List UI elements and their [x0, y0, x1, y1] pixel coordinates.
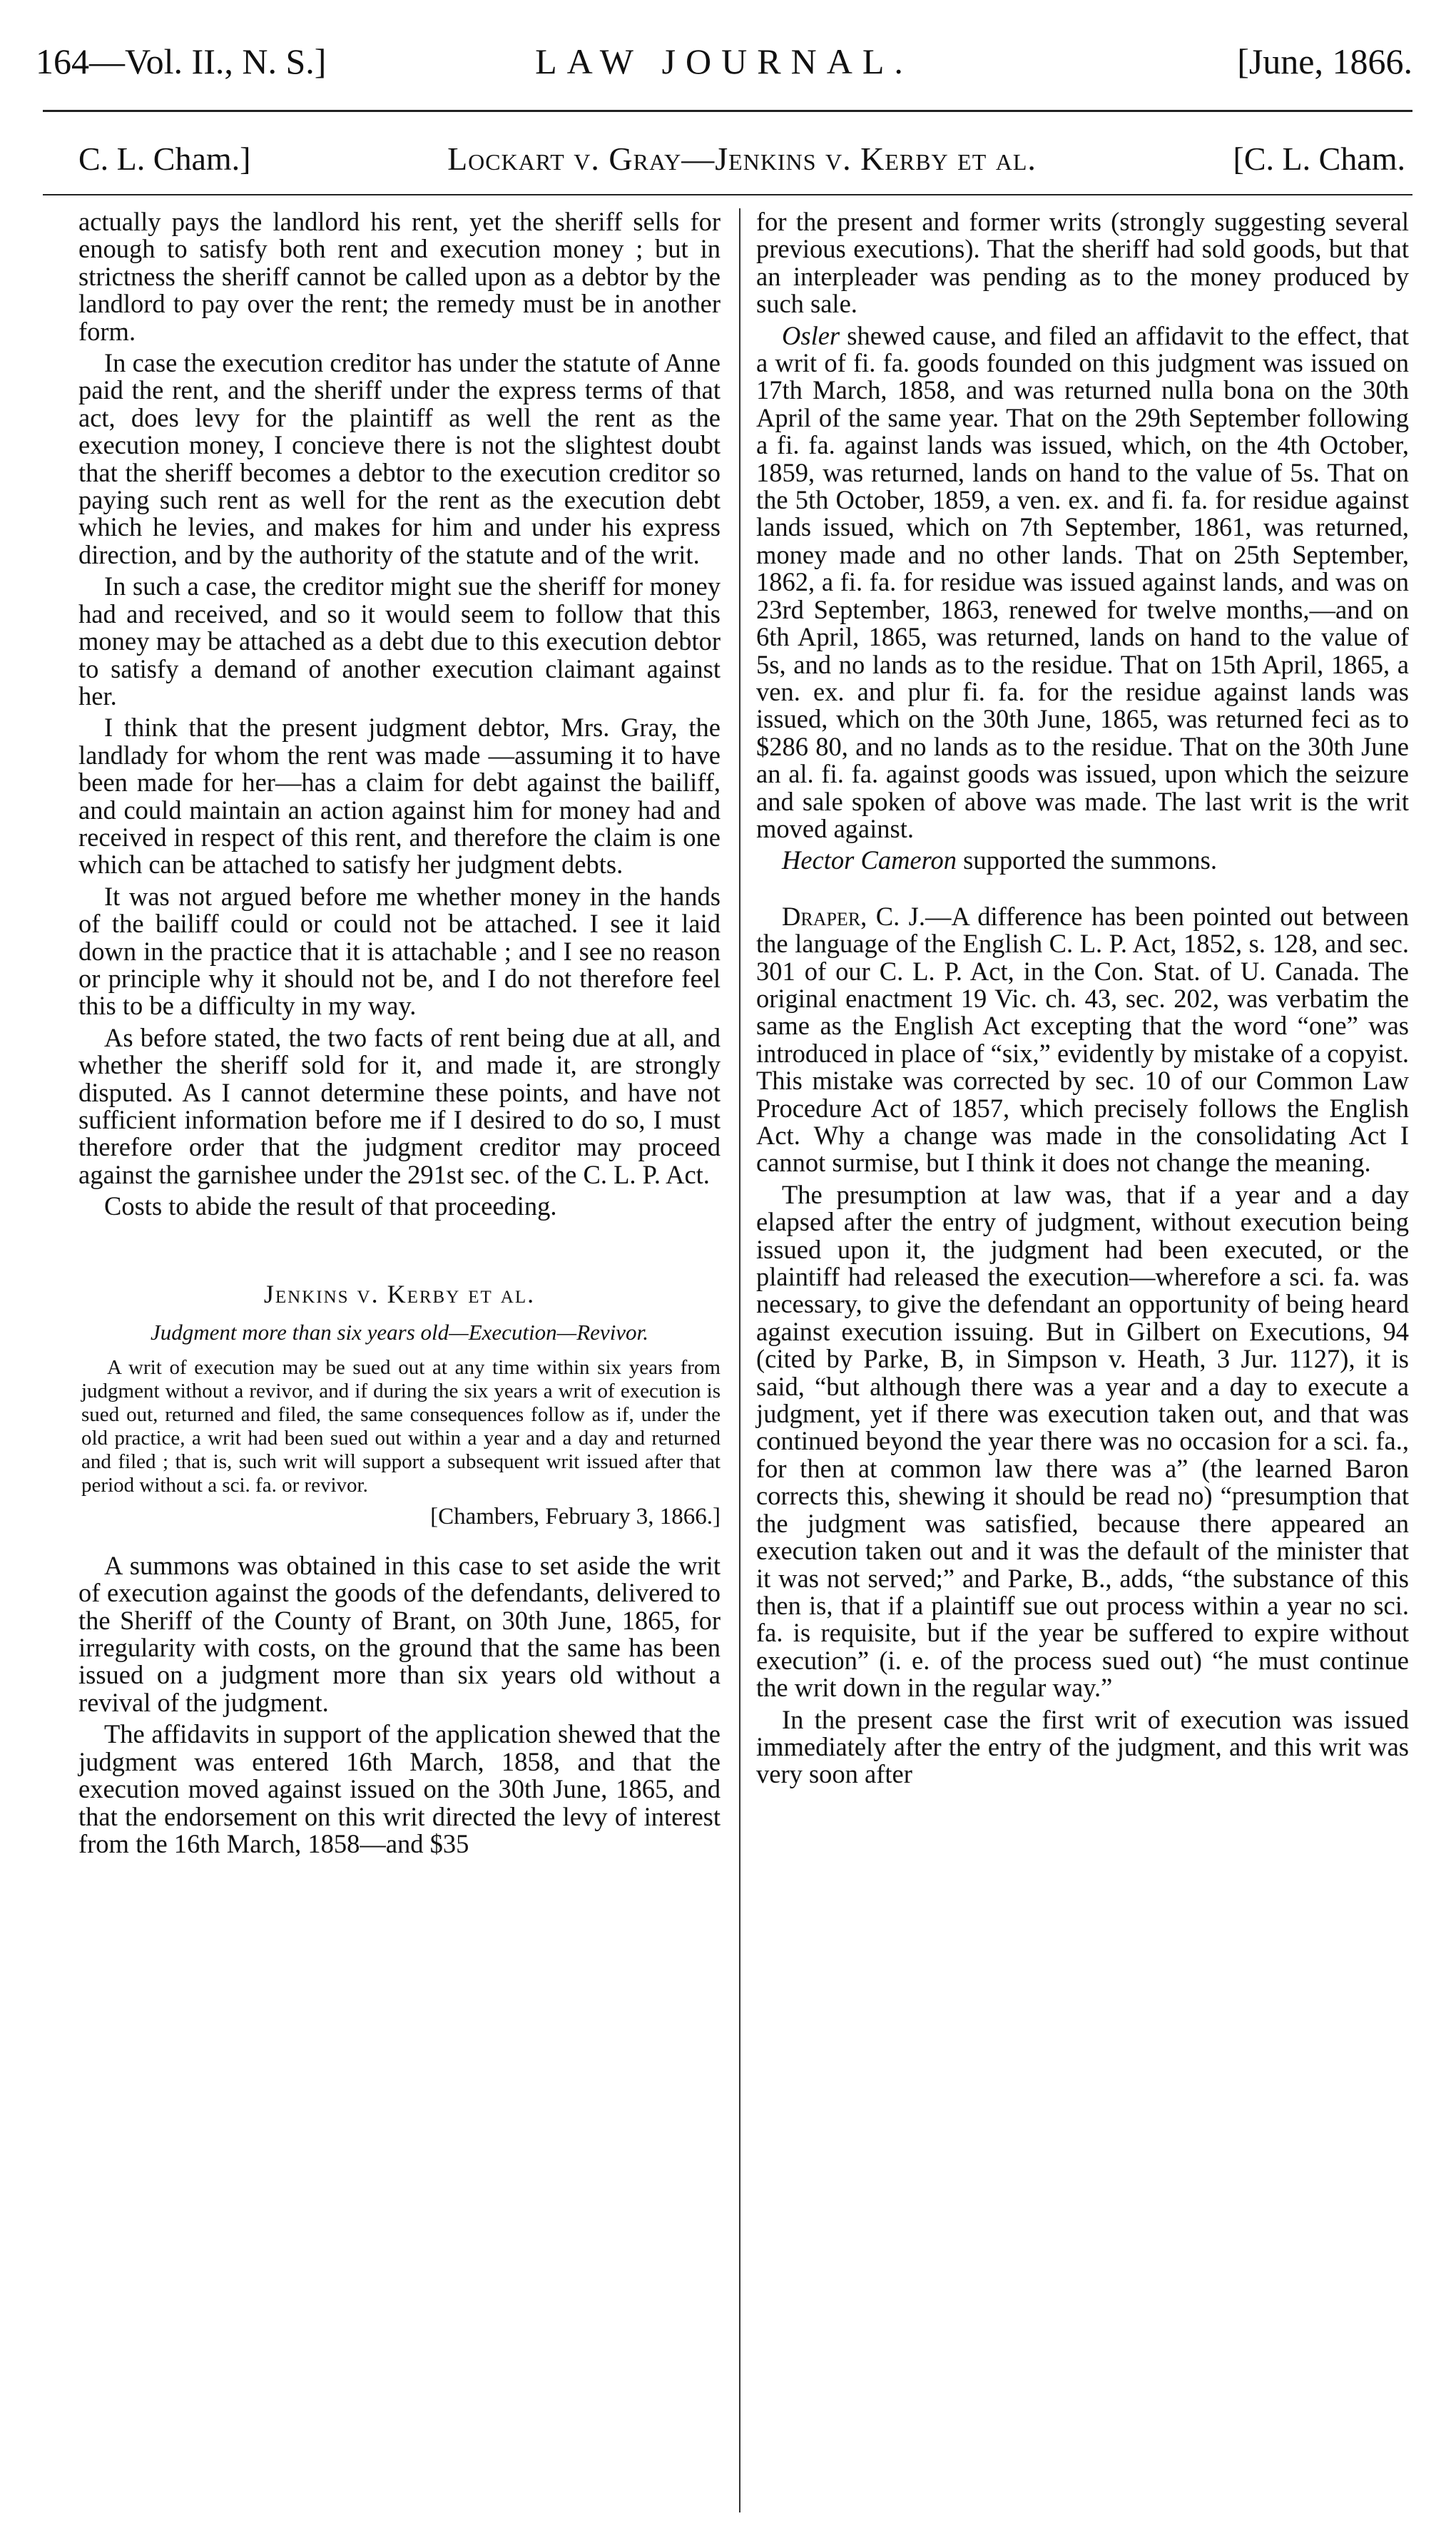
paragraph: In the present case the first writ of execution was issued immediately after the entry of the judgment, and this writ was very soon after: [756, 1704, 1409, 1789]
paragraph: The presumption at law was, that if a year and a day elapsed after the entry of judgment, without execution being issued upon it, the judgment had been executed, or the plaintiff had released the execution—wherefore a sci. fa. was necessary, to give the defendant an opportunity of being heard against execution issuing. But in Gilbert on Executions, 94 (cited by Parke, B, in Simpson v. Heath, 3 Jur. 1127), it is said, “but although there was a year and a day to execute a judgment, yet if there was execution taken out, and that was continued beyond the year there was no occasion for a sci. fa., for then at common law there was a” (the learned Baron corrects this, shewing it should be read no) “presumption that the judgment was satisfied, because there appeared an execution taken out and it was the default of the minister that it was not served;” and Parke, B., adds, “the substance of this then is, that if a plaintiff sue out process within a year no sci. fa. is requisite, but if the year be suffered to expire without execution” (i. e. of the process sued out) “he must continue the writ down in the regular way.”: [756, 1179, 1409, 1703]
court-label-right: [C. L. Cham.: [1233, 141, 1405, 177]
header-rule-bottom: [43, 194, 1412, 195]
court-label-left: C. L. Cham.]: [78, 141, 251, 177]
header-rule-top: [43, 110, 1412, 112]
headnote: A writ of execution may be sued out at any time within six years from judgment without a revivor, and if during the six years a writ of execution is sued out, returned and filed, the same consequences follow as if, under the old practice, a writ had been sued out within a year and a day and returned and filed ; that is, such writ will support a subsequent writ issued after that period without a sci. fa. or revivor.: [81, 1356, 721, 1497]
counsel-name: Osler: [782, 320, 840, 350]
header-date: [June, 1866.: [1237, 41, 1412, 81]
paragraph: As before stated, the two facts of rent being due at all, and whether the sheriff sold for it, and made it, are strongly disputed. As I cannot determine these points, and have not sufficient information before me if I desired to do so, I must therefore order that the judgment creditor may proceed against the garnishee under the 291st sec. of the C. L. P. Act.: [78, 1022, 721, 1189]
case-title: Jenkins v. Kerby et al.: [263, 1279, 536, 1308]
paragraph-text: shewed cause, and filed an affidavit to the effect, that a writ of fi. fa. goods founded on this judgment was issued on 17th March, 1858, and was returned nulla bona on the 30th April of the same year. That on the 29th September following a fi. fa. against lands was issued, which, on the 4th October, 1859, was returned, lands on hand to the value of 5s. That on the 5th October, 1859, a ven. ex. and fi. fa. for residue against lands issued, which on 7th September, 1861, was returned, money made and no other lands. That on 25th September, 1862, a fi. fa. for residue was issued against lands, and was on 23rd September, 1863, renewed for twelve months,—and on 6th April, 1865, was returned, lands on hand to the value of 5s, and no lands as to the residue. That on 15th April, 1865, a ven. ex. and plur fi. fa. for the residue against lands was issued, which on the 30th June, 1865, was returned feci as to $286 80, and no lands as to the residue. That on the 30th June an al. fi. fa. against goods was issued, upon which the seizure and sale spoken of above was made. The last writ is the writ moved against.: [756, 320, 1409, 843]
case-names: Lockart v. Gray—Jenkins v. Kerby et al.: [447, 141, 1037, 177]
paragraph-text: —A difference has been pointed out between the language of the English C. L. P. Act, 1852, s. 128, and sec. 301 of our C. L. P. Act, in the Con. Stat. of U. Canada. The original enactment 19 Vic. ch. 43, sec. 202, was verbatim the same as the English Act excepting that the word “one” was introduced in place of “six,” evidently by mistake of a copyist. This mistake was corrected by sec. 10 of our Common Law Procedure Act of 1857, which precisely follows the English Act. Why a change was made in the consolidating Act I cannot surmise, but I think it does not change the meaning.: [756, 901, 1409, 1178]
left-column: [78, 208, 721, 1862]
paragraph: In case the execution creditor has under the statute of Anne paid the rent, and the sheriff under the express terms of that act, does levy for the plaintiff as well the rent as the execution money, I concieve there is not the slightest doubt that the sheriff becomes a debtor to the execution creditor so paying such rent as well for the rent as the execution debt which he levies, and makes for him and under his express direction, and by the authority of the statute and of the writ.: [78, 348, 721, 569]
paragraph: Costs to abide the result of that proceeding.: [104, 1191, 557, 1221]
decision-date: [Chambers, February 3, 1866.]: [430, 1504, 721, 1530]
column-divider: [739, 208, 740, 2512]
paragraph: [756, 847, 1409, 874]
paragraph: A summons was obtained in this case to set aside the writ of execution against the goods of the defendants, delivered to the Sheriff of the County of Brant, on 30th June, 1865, for irregularity with costs, on the ground that the same has been issued on a judgment more than six years old without a revival of the judgment.: [78, 1550, 721, 1717]
case-header: [78, 134, 1405, 184]
header-volume: 164—Vol. II., N. S.]: [36, 41, 327, 81]
right-column: [756, 208, 1409, 1793]
counsel-name: Hector Cameron: [782, 845, 957, 875]
paragraph: I think that the present judgment debtor, Mrs. Gray, the landlady for whom the rent was made —assuming it to have been made for her—has a claim for debt against the bailiff, and could maintain an action against him for money had and received in respect of this rent, and therefore the claim is one which can be attached to satisfy her judgment debts.: [78, 713, 721, 880]
paragraph-text: supported the summons.: [957, 845, 1217, 875]
paragraph: actually pays the landlord his rent, yet the sheriff sells for enough to satisfy both rent and execution money ; but in strictness the sheriff cannot be called upon as a debtor by the landlord to pay over the rent; the remedy must be in another form.: [78, 207, 721, 346]
paragraph: It was not argued before me whether money in the hands of the bailiff could or could not be attached. I see it laid down in the practice that it is attachable ; and I see no reason or principle why it should not be, and I do not therefore feel this to be a difficulty in my way.: [78, 881, 721, 1021]
judge-name: Draper, C. J.: [782, 901, 925, 931]
case-subtitle: Judgment more than six years old—Execution—Revivor.: [151, 1320, 648, 1345]
running-header: [36, 33, 1412, 90]
header-journal-title: LAW JOURNAL.: [535, 41, 913, 81]
paragraph: The affidavits in support of the application shewed that the judgment was entered 16th March, 1858, and that the execution moved against issued on the 30th June, 1865, and that the endorsement on this writ directed the levy of interest from the 16th March, 1858—and $35: [78, 1719, 721, 1858]
paragraph: for the present and former writs (strongly suggesting several previous executions). That the sheriff had sold goods, but that an interpleader was pending as to the money produced by such sale.: [756, 207, 1409, 319]
paragraph: In such a case, the creditor might sue the sheriff for money had and received, and so it would seem to follow that this money may be attached as a debt due to this execution debtor to satisfy a demand of another execution claimant against her.: [78, 571, 721, 711]
paragraph: [756, 903, 1409, 1177]
paragraph: [756, 322, 1409, 843]
